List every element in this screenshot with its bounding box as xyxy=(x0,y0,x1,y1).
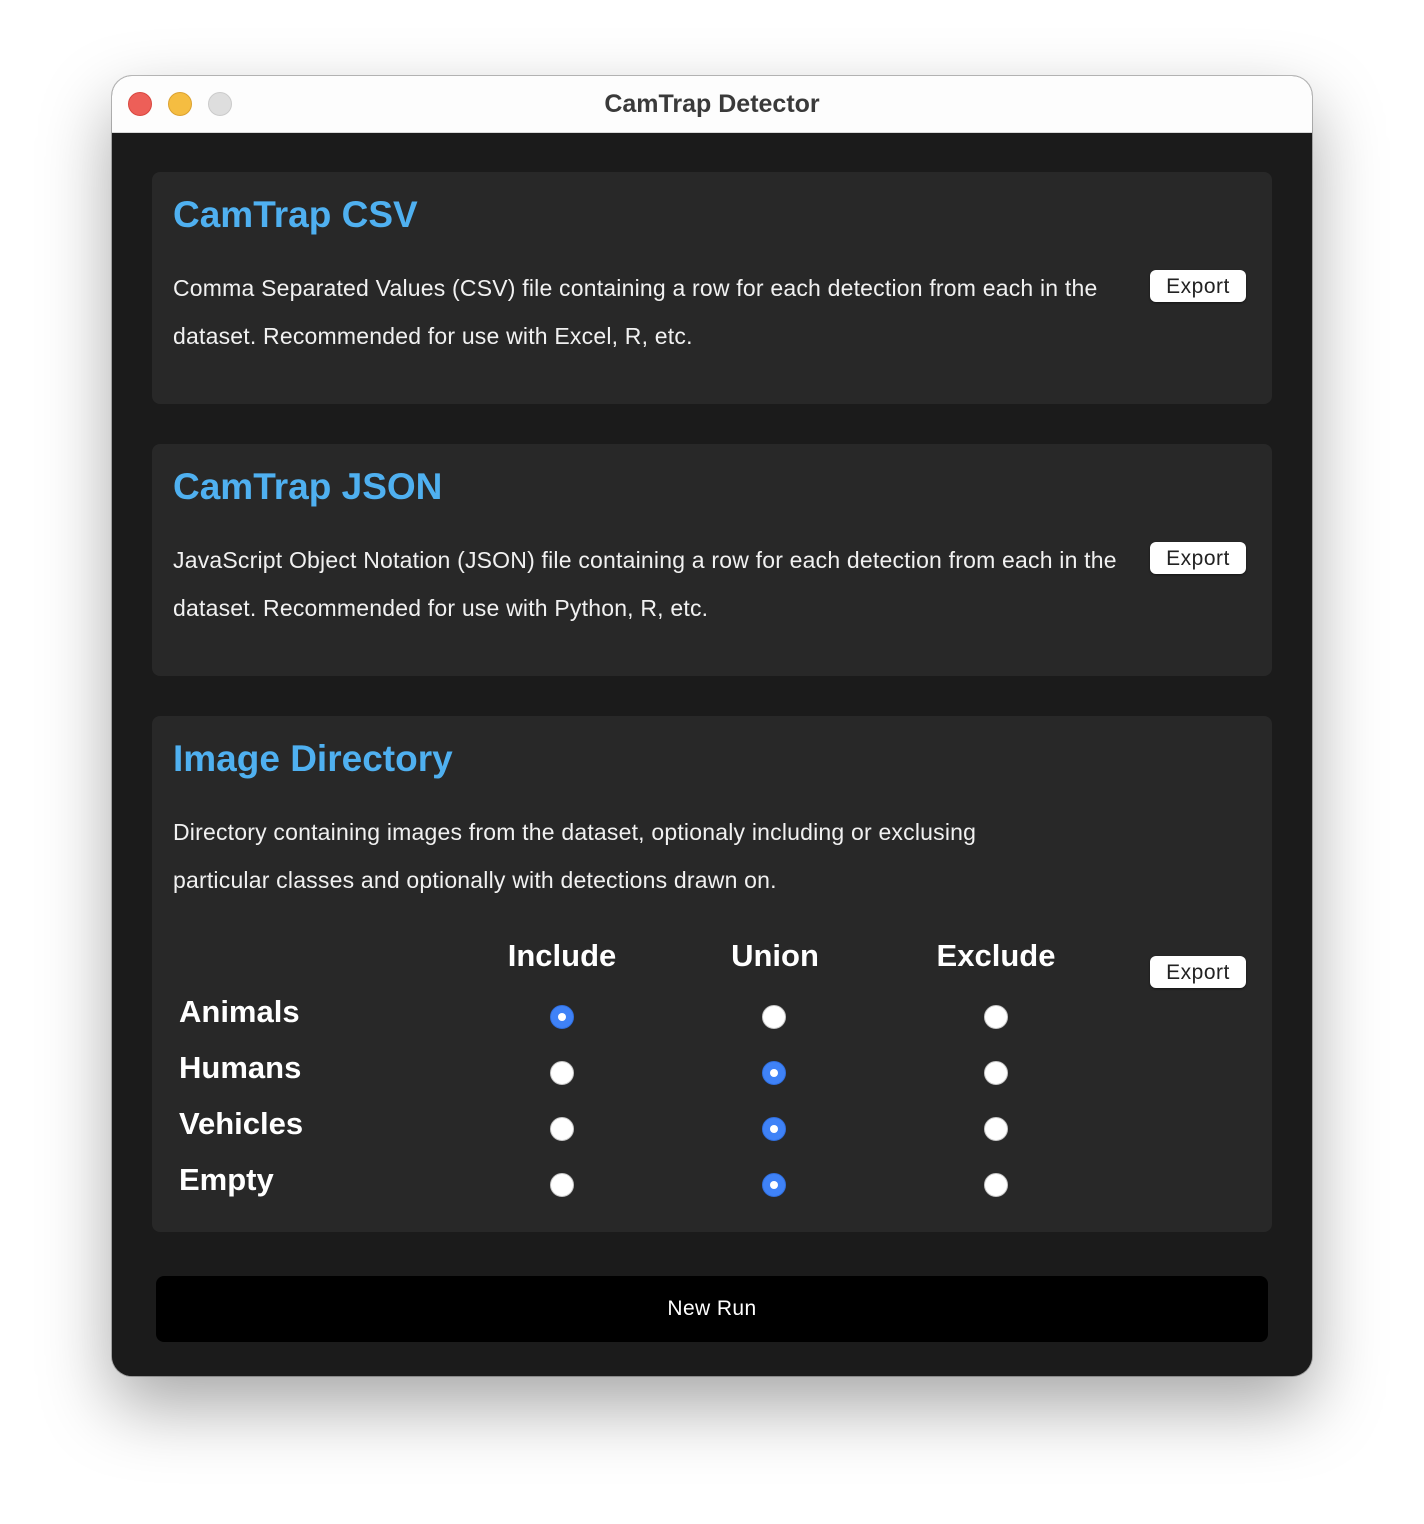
row-label-animals: Animals xyxy=(179,994,300,1029)
row-label-vehicles: Vehicles xyxy=(179,1106,304,1141)
new-run-button[interactable]: New Run xyxy=(156,1276,1268,1342)
radio-humans-include[interactable] xyxy=(550,1061,574,1085)
json-export-card xyxy=(152,444,1272,676)
image-card-title: Image Directory xyxy=(173,738,453,779)
radio-animals-include[interactable] xyxy=(550,1005,574,1029)
main-content xyxy=(112,133,1312,1376)
image-card-description: Directory containing images from the dataset, optionaly including or exclusing particular classes and optionally with detections drawn on. xyxy=(173,819,977,893)
column-header-union: Union xyxy=(731,938,819,973)
radio-humans-exclude[interactable] xyxy=(984,1061,1008,1085)
column-header-exclude: Exclude xyxy=(936,938,1056,973)
csv-card-description: Comma Separated Values (CSV) file containing a row for each detection from each in the dataset. Recommended for use with Excel, R, etc. xyxy=(173,275,1098,349)
csv-card-title: CamTrap CSV xyxy=(173,194,418,235)
title-bar xyxy=(112,76,1312,133)
app-window xyxy=(112,76,1312,1376)
window-title: CamTrap Detector xyxy=(604,90,820,118)
image-export-button[interactable]: Export xyxy=(1150,956,1246,988)
json-export-button[interactable]: Export xyxy=(1150,542,1246,574)
radio-vehicles-union[interactable] xyxy=(762,1117,786,1141)
radio-empty-union[interactable] xyxy=(762,1173,786,1197)
radio-animals-union[interactable] xyxy=(762,1005,786,1029)
json-card-title: CamTrap JSON xyxy=(173,466,443,507)
row-label-humans: Humans xyxy=(179,1050,302,1085)
row-label-empty: Empty xyxy=(179,1162,274,1197)
radio-empty-exclude[interactable] xyxy=(984,1173,1008,1197)
csv-export-card xyxy=(152,172,1272,404)
radio-empty-include[interactable] xyxy=(550,1173,574,1197)
json-card-description: JavaScript Object Notation (JSON) file containing a row for each detection from each in the dataset. Recommended for use with Python, R, etc. xyxy=(173,547,1117,621)
column-header-include: Include xyxy=(507,938,617,973)
image-directory-card xyxy=(152,716,1272,1232)
radio-animals-exclude[interactable] xyxy=(984,1005,1008,1029)
radio-vehicles-exclude[interactable] xyxy=(984,1117,1008,1141)
csv-export-button[interactable]: Export xyxy=(1150,270,1246,302)
radio-vehicles-include[interactable] xyxy=(550,1117,574,1141)
radio-humans-union[interactable] xyxy=(762,1061,786,1085)
